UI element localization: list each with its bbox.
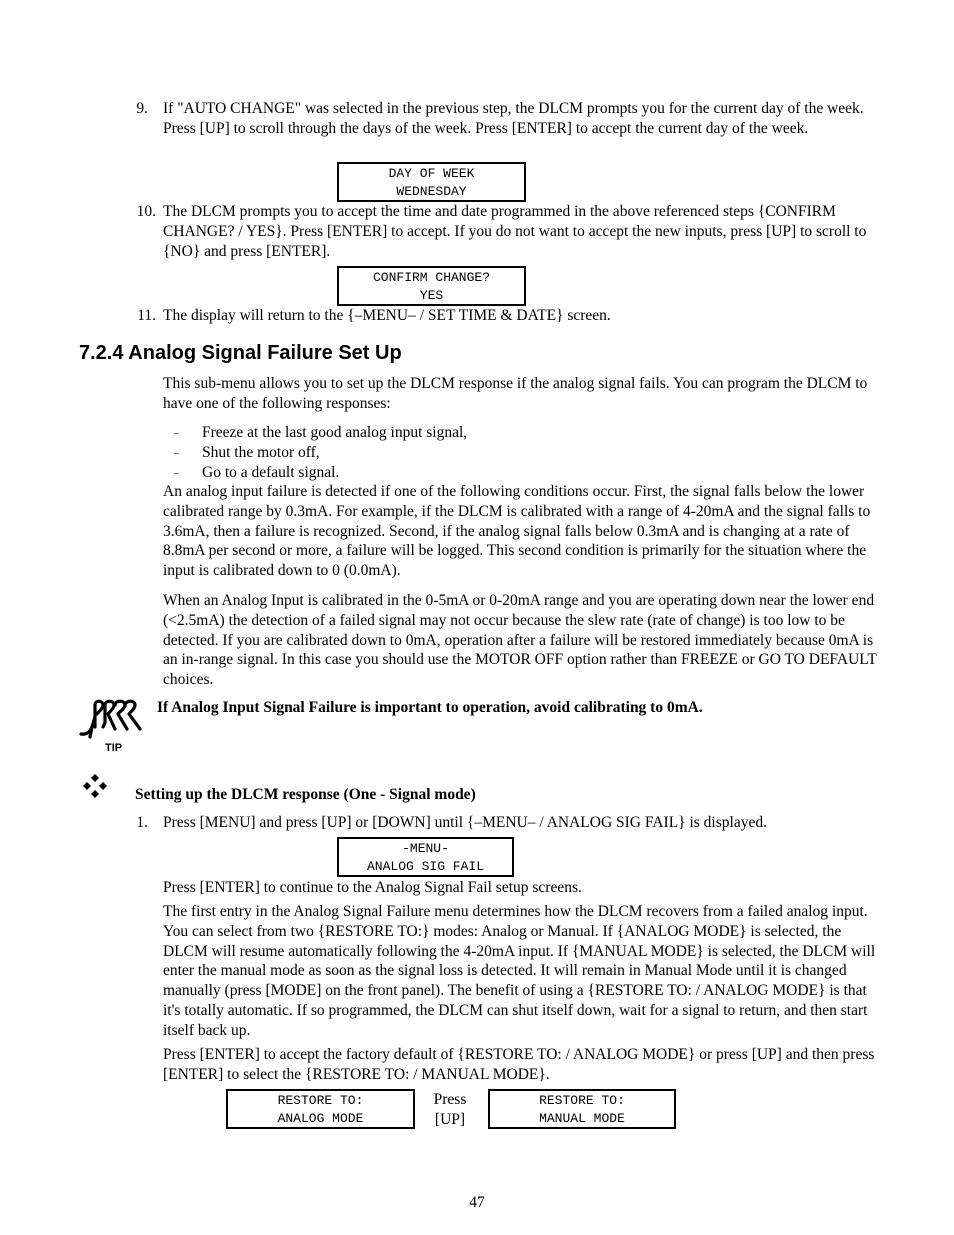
intro-paragraph: This sub-menu allows you to set up the DLCM response if the analog signal fails. You can program the DLCM to have one of the following responses: [163, 375, 868, 412]
failure-paragraph: An analog input failure is detected if one of the following conditions occur. First, the signal falls below the lower calibrated range by 0.3mA. For example, if the DLCM is calibrated with a range of 4-20mA and the signal falls to 3.6mA, then a failure is recognized. Second, if the analog signal falls below 0.3mA and is changing at a rate of 8.8mA per second or more, a failure will be logged. This second condition is primarily for the situation where the input is calibrated down to 0 (0.0mA). [163, 483, 871, 580]
step-text: Press [MENU] and press [UP] or [DOWN] until {–MENU– / ANALOG SIG FAIL} is displayed. [163, 814, 767, 831]
setup-heading: Setting up the DLCM response (One - Signal mode) [135, 786, 476, 803]
step-number: 9. [136, 100, 148, 117]
lcd-day-of-week [337, 162, 526, 202]
diamond-bullet-icon [80, 773, 110, 801]
step-number: 1. [136, 814, 148, 831]
list-item: Shut the motor off, [202, 444, 320, 461]
hand-tip-icon [78, 697, 144, 755]
lcd-confirm-change [337, 266, 526, 306]
list-item: Go to a default signal. [202, 464, 340, 481]
lcd-line: ANALOG MODE [277, 1111, 364, 1126]
bullet-marker: – [174, 428, 179, 439]
press-up-label [420, 1090, 480, 1130]
lcd-line: DAY OF WEEK [388, 166, 475, 181]
first-entry-paragraph: The first entry in the Analog Signal Failure menu determines how the DLCM recovers from a failed analog input. You can select from two {RESTORE TO:} modes: Analog or Manual. If {ANALOG MODE} is selected, the DLCM will resume automatically following the 4-20mA input. If {MANUAL MODE} is selected, the DLCM will enter the manual mode as soon as the signal loss is detected. It will remain in Manual Mode until it is changed manually (press [MODE] on the front panel). The benefit of using a {RESTORE TO: / ANALOG MODE} is that it's totally automatic. If so programmed, the DLCM can shut itself down, wait for a signal to return, and then start itself back up. [163, 903, 876, 1039]
lcd-line: WEDNESDAY [396, 184, 467, 199]
bullet-marker: – [174, 468, 179, 479]
lcd-line: YES [419, 288, 444, 303]
page-number: 47 [469, 1194, 485, 1211]
step-number: 11. [137, 307, 156, 324]
press-enter-paragraph: Press [ENTER] to continue to the Analog Signal Fail setup screens. [163, 879, 582, 896]
tip-icon [78, 697, 144, 755]
accept-default-paragraph: Press [ENTER] to accept the factory default of {RESTORE TO: / ANALOG MODE} or press [UP] and then press [ENTER] to select the {RESTORE TO: / MANUAL MODE}. [163, 1046, 875, 1083]
lcd-line: -MENU- [402, 841, 449, 856]
calibration-paragraph: When an Analog Input is calibrated in the 0-5mA or 0-20mA range and you are operating down near the lower end (<2.5mA) the detection of a failed signal may not occur because the slew rate (rate of change) is too low to be detected. If you are calibrated down to 0mA, operation after a failure will be restored immediately because 0mA is an in-range signal. In this case you should use the MOTOR OFF option rather than FREEZE or GO TO DEFAULT choices. [163, 592, 877, 689]
step-text: The DLCM prompts you to accept the time and date programmed in the above referenced steps {CONFIRM CHANGE? / YES}. Press [ENTER] to accept. If you do not want to accept the new inputs, press [UP] to scroll to {NO} and press [ENTER]. [163, 203, 867, 260]
tip-label: TIP [105, 742, 123, 754]
lcd-line: RESTORE TO: [277, 1093, 364, 1108]
step-number: 10. [136, 203, 156, 220]
lcd-restore-manual [488, 1089, 676, 1129]
lcd-line: MANUAL MODE [539, 1111, 625, 1126]
lcd-menu-analog-sig-fail [337, 837, 514, 877]
diamond-cluster-icon [80, 773, 110, 801]
lcd-restore-analog [226, 1089, 415, 1129]
up-key-label: [UP] [434, 1110, 466, 1128]
tip-text: If Analog Input Signal Failure is important to operation, avoid calibrating to 0mA. [157, 699, 703, 716]
list-item: Freeze at the last good analog input signal, [202, 424, 468, 441]
lcd-line: RESTORE TO: [539, 1093, 625, 1108]
section-heading: 7.2.4 Analog Signal Failure Set Up [79, 342, 402, 364]
lcd-line: ANALOG SIG FAIL [366, 859, 485, 874]
lcd-line: CONFIRM CHANGE? [372, 270, 491, 285]
press-label: Press [433, 1091, 467, 1108]
step-text: The display will return to the {–MENU– / SET TIME & DATE} screen. [163, 307, 611, 324]
bullet-marker: – [174, 448, 179, 459]
step-text: If "AUTO CHANGE" was selected in the previous step, the DLCM prompts you for the current day of the week. Press [UP] to scroll through the days of the week. Press [ENTER] to accept the current day of the week. [163, 100, 864, 137]
